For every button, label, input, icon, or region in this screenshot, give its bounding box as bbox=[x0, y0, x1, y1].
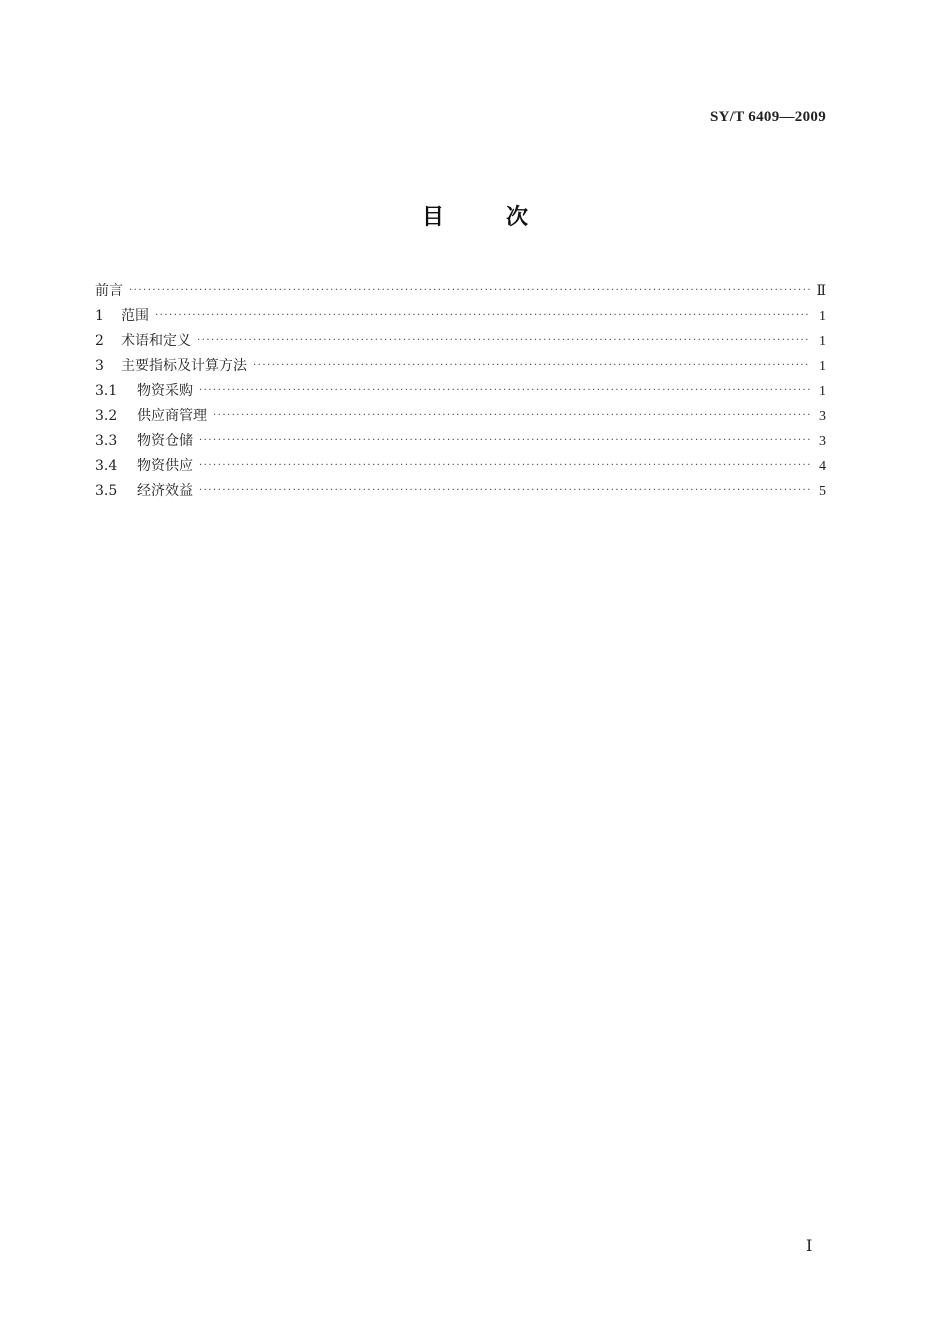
table-of-contents bbox=[95, 279, 826, 504]
toc-entry-label: 物资采购 bbox=[137, 383, 193, 399]
toc-entry-label: 物资供应 bbox=[137, 458, 193, 474]
toc-leader-dots bbox=[253, 353, 810, 378]
toc-entry-number: 3.2 bbox=[95, 408, 118, 424]
toc-entry-label: 经济效益 bbox=[137, 483, 193, 499]
toc-entry-number: 3.5 bbox=[95, 483, 118, 499]
toc-entry-page: Ⅱ bbox=[816, 284, 826, 299]
toc-entry-label: 物资仓储 bbox=[137, 433, 193, 449]
toc-entry-label: 前言 bbox=[95, 283, 123, 299]
toc-entry-warehousing[interactable] bbox=[95, 429, 826, 454]
toc-entry-number: 2 bbox=[95, 333, 104, 349]
toc-leader-dots bbox=[213, 403, 810, 428]
toc-entry-number: 3 bbox=[95, 358, 104, 374]
toc-entry-page: 1 bbox=[819, 359, 826, 374]
toc-entry-number: 3.1 bbox=[95, 383, 118, 399]
toc-entry-page: 4 bbox=[819, 459, 826, 474]
toc-entry-page: 1 bbox=[819, 309, 826, 324]
toc-leader-dots bbox=[155, 303, 810, 328]
toc-entry-page: 1 bbox=[819, 384, 826, 399]
toc-leader-dots bbox=[199, 478, 810, 503]
toc-leader-dots bbox=[199, 453, 810, 478]
toc-leader-dots bbox=[199, 428, 810, 453]
toc-entry-number: 3.3 bbox=[95, 433, 118, 449]
toc-entry-page: 3 bbox=[819, 409, 826, 424]
toc-leader-dots bbox=[129, 278, 810, 303]
toc-entry-label: 术语和定义 bbox=[121, 333, 191, 349]
toc-entry-number: 1 bbox=[95, 308, 104, 324]
page-title bbox=[0, 200, 950, 231]
toc-entry-procurement[interactable] bbox=[95, 379, 826, 404]
toc-entry-foreword[interactable] bbox=[95, 279, 826, 304]
toc-leader-dots bbox=[199, 378, 810, 403]
standard-code: SY/T 6409—2009 bbox=[709, 109, 826, 125]
toc-entry-economic-benefit[interactable] bbox=[95, 479, 826, 504]
toc-entry-label: 范围 bbox=[121, 308, 149, 324]
toc-entry-terms[interactable] bbox=[95, 329, 826, 354]
toc-entry-label: 主要指标及计算方法 bbox=[121, 358, 247, 374]
toc-entry-page: 5 bbox=[819, 484, 826, 499]
toc-entry-supplier-management[interactable] bbox=[95, 404, 826, 429]
toc-entry-page: 1 bbox=[819, 334, 826, 349]
toc-entry-label: 供应商管理 bbox=[137, 408, 207, 424]
toc-entry-page: 3 bbox=[819, 434, 826, 449]
toc-entry-supply[interactable] bbox=[95, 454, 826, 479]
toc-entry-number: 3.4 bbox=[95, 458, 118, 474]
toc-entry-indicators[interactable] bbox=[95, 354, 826, 379]
toc-entry-scope[interactable] bbox=[95, 304, 826, 329]
page-number: Ⅰ bbox=[806, 1238, 813, 1255]
title-char-2: 次 bbox=[506, 205, 529, 230]
title-char-1: 目 bbox=[421, 205, 444, 230]
toc-leader-dots bbox=[197, 328, 810, 353]
